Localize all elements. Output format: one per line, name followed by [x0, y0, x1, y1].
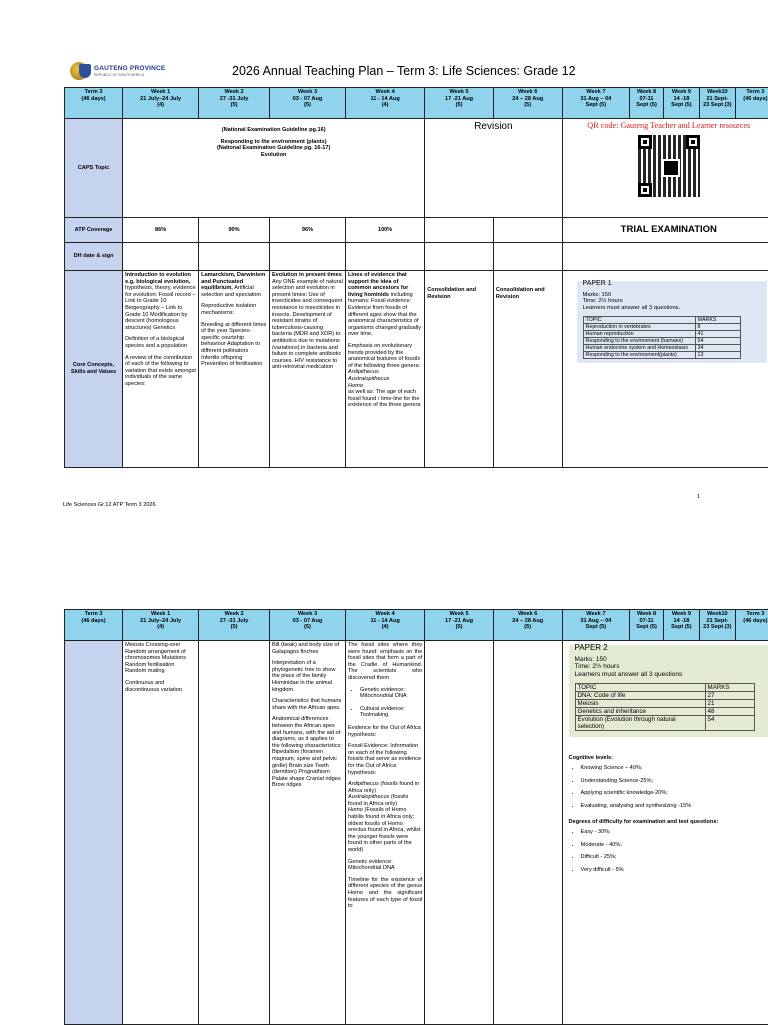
- difficulty-heading: Degrees of difficulty for examination and test questions:: [569, 819, 768, 826]
- cognitive-heading: Cognitive levels:: [569, 755, 768, 762]
- atp-table-page2: [64, 609, 768, 1025]
- col-week3: Week 3 03 - 07 Aug (5): [269, 88, 345, 119]
- paper2-title: PAPER 2: [575, 645, 768, 652]
- document-title: 2026 Annual Teaching Plan – Term 3: Life Sciences: Grade 12: [232, 64, 576, 78]
- header-row-page2: Term 3 (46 days) Week 1 21 July–24 July (4) Week 2 27 -31 July (5) Week 3 03 - 07 Aug (5) Week 4 11 - 14 Aug (4) Week 5 17 -21 Aug (5) Week 6 24 – 28 Aug (5) Week 7 31 Aug – 04 Sept (5) Week 8 07-11 Sept (5) Week 9 14 -18 Sept (5) Week10 21 Sept- 23 Sept (3) Term 3 (46 days): [65, 610, 768, 641]
- row-label-core-page2: [65, 641, 123, 1025]
- qr-code-icon[interactable]: [638, 135, 700, 197]
- trial-exam-cell: TRIAL EXAMINATION: [562, 218, 768, 243]
- caps-guideline-2: (National Examination Guideline pg. 16-17): [125, 145, 422, 152]
- core2-week3: Bill (beak) and body size of Galapagos finches Interpretation of a phylogenetic tree to show the place of the family Hominidae in the animal kingdom. Characteristics that humans share with the African apes. Anatomical differences between the African apes and humans, with the aid of diagrams, as it applies to the following characteristics: Bipedalism (foramen magnum, spine and pelvic girdle) Brain size Teeth (dentition) Prognathism Palate shape Cranial ridges Brow ridges: [269, 641, 345, 1025]
- col-week2: Week 2 27 -31 July (5): [199, 88, 270, 119]
- paper1-title: PAPER 1: [583, 281, 767, 288]
- col-week9: Week 9 14 -18 Sept (5): [663, 88, 699, 119]
- cognitive-list: • Knowing Science – 40%; • Understanding Science-25%; • Applying scientific knowledge-20%; • Evaluating, analysing and synthesizing -15%: [567, 765, 768, 809]
- core2-week2: [199, 641, 270, 1025]
- caps-topic-2: Evolution: [125, 152, 422, 159]
- header-row: [65, 88, 768, 119]
- col-week4: Week 4 11 - 14 Aug (4): [346, 88, 425, 119]
- col-term-end: Term 3 (46 days): [735, 88, 768, 119]
- core-week3: Evolution in present times Any ONE example of natural selection and evolution in present times: Use of insecticides and consequent resistance to insecticides in insects. Development of resistant strains of tuberculosis-causing bacteria (MDR and XDR) to antibiotics due to mutations (variations) in bacteria and failure to complete antibiotic courses. HIV resistance to anti-retroviral medication: [269, 271, 345, 468]
- core-week5: Consolidation and Revision: [425, 271, 494, 468]
- col-week1: Week 1 21 July–24 July (4): [123, 88, 199, 119]
- caps-guideline-1: (National Examination Guideline pg.16): [125, 127, 422, 134]
- col-week10: Week10 21 Sept- 23 Sept (3): [699, 88, 735, 119]
- paper1-marks-table: TOPIC MARKS Reproduction in vertebrates 8 Human reproduction 41 Responding to the environment (humans) 54 Human endocrine system and Homeostasis 34 Responding to the environment(plants) 13: [583, 316, 741, 359]
- dh-row: [65, 243, 768, 271]
- atp-week2: 90%: [199, 218, 270, 243]
- core-week2: Lamarckism, Darwinism and Punctuated equilibrium, Artificial selection and speciation Reproductive isolation mechanisms: Breeding at different times of the year Species-specific courtship behaviour Adaptation to different pollinators Infertile offspring Prevention of fertilisation: [199, 271, 270, 468]
- org-sub: REPUBLIC OF SOUTH AFRICA: [94, 73, 144, 77]
- paper1-cell: [562, 271, 768, 468]
- paper2-cell: [562, 641, 768, 1025]
- core2-week4: The fossil sites where they were found: emphasis on the fossil sites that form a part of the Cradle of Humankind. The scientists who discovered them • Genetic evidence: Mitochondrial DNA • Cultural evidence: Toolmaking Evidence for the Out of Africa hypothesis: Fossil Evidence: Information on each of the following fossils that serve as evidence for the Out of Africa hypothesis: Ardipithecus (fossils found in Africa only) Australopithecus (fossils found in Africa only) Homo (Fossils of Homo habilis found in Africa only; oldest fossils of Homo erectus found in Africa, whilst the younger fossils were found in other parts of the world) Genetic evidence: Mitochondrial DNA Timeline for the existence of different species of the genus Homo and the significant features of each type of fossil to: [346, 641, 425, 1025]
- caps-topic-cell: [123, 119, 425, 218]
- atp-week3: 96%: [269, 218, 345, 243]
- core-row: [65, 271, 768, 468]
- qr-cell: [562, 119, 768, 218]
- col-term: Term 3 (46 days): [65, 88, 123, 119]
- paper2-marks-table: TOPIC MARKS DNA: Code of life 27 Meiosis 21 Genetics and inheritance 48 Evolution (Evolution through natural selection) 54: [575, 683, 755, 731]
- revision-cell: Revision: [425, 119, 562, 218]
- atp-week6: [493, 218, 562, 243]
- row-label-dh: DH date & sign: [65, 243, 123, 271]
- col-week8: Week 8 07-11 Sept (5): [630, 88, 664, 119]
- shield-icon: [79, 64, 91, 78]
- org-name: GAUTENG PROVINCE: [94, 65, 165, 72]
- atp-row: [65, 218, 768, 243]
- core2-week1: Meiosis Crossing-over Random arrangement of chromosomes Mutations Random fertilisation Random mating Continuous and discontinuous variation: [123, 641, 199, 1025]
- atp-week1: 86%: [123, 218, 199, 243]
- caps-row: [65, 119, 768, 218]
- core-row-page2: [65, 641, 768, 1025]
- col-week7: Week 7 31 Aug – 04 Sept (5): [562, 88, 630, 119]
- qr-label: QR code: Gauteng Teacher and Learner resources: [565, 121, 768, 131]
- row-label-core: Core Concepts, Skills and Values: [65, 271, 123, 468]
- core2-week5: [425, 641, 494, 1025]
- page-footer: Life Sciences Gr.12 ATP Term 3 2026: [63, 502, 156, 508]
- core-week4: Lines of evidence that support the idea of common ancestors for living hominids including humans: Fossil evidence: Evidence from fossils of different ages show that the anatomical characteristics of organisms changed gradually over time. Emphasis on evolutionary trends provided by the anatomical features of fossils of the following three genera: Ardipithecus Australopithecus Homo as well as: The age of each fossil found / time-line for the existence of the three genera: [346, 271, 425, 468]
- col-week5: Week 5 17 -21 Aug (5): [425, 88, 494, 119]
- core-week6: Consolidation and Revision: [493, 271, 562, 468]
- atp-week4: 100%: [346, 218, 425, 243]
- row-label-caps: CAPS Topic: [65, 119, 123, 218]
- atp-table-page1: [64, 87, 768, 468]
- paper2-box: PAPER 2 Marks: 150 Time: 2½ hours Learners must answer all 3 questions TOPIC MARKS DNA: Code of life 27 Meiosis 21 Genetics and inheritance 48 Evolution (Evolution through natural selection) 54: [569, 645, 768, 737]
- paper1-box: PAPER 1 Marks: 150 Time: 2½ hours Learners must answer all 3 questions. TOPIC MARKS Reproduction in vertebrates 8 Human reproduction 41 Responding to the environment (humans) 54 Human endocrine system and Homeostasis 34 Responding to the environment(plants) 13: [577, 281, 767, 363]
- caps-topic-1: Responding to the environment (plants): [125, 139, 422, 146]
- gauteng-logo: [70, 62, 170, 82]
- core-week1: Introduction to evolution e.g. biological evolution, hypothesis, theory, evidence for evolution: Fossil record – Link to Grade 10 Biogeography – Link to Grade 10 Modification by descent (homologous structures) Genetics Definition of a biological species and a population A review of the contribution of each of the following to variation that exists amongst individuals of the same species:: [123, 271, 199, 468]
- difficulty-list: • Easy - 30%; • Moderate - 40%; • Difficult - 25%; • Very difficult - 5%: [567, 829, 768, 873]
- page-number: 1: [697, 494, 700, 500]
- row-label-atp: ATP Coverage: [65, 218, 123, 243]
- col-week6: Week 6 24 – 28 Aug (5): [493, 88, 562, 119]
- atp-week5: [425, 218, 494, 243]
- core2-week6: [493, 641, 562, 1025]
